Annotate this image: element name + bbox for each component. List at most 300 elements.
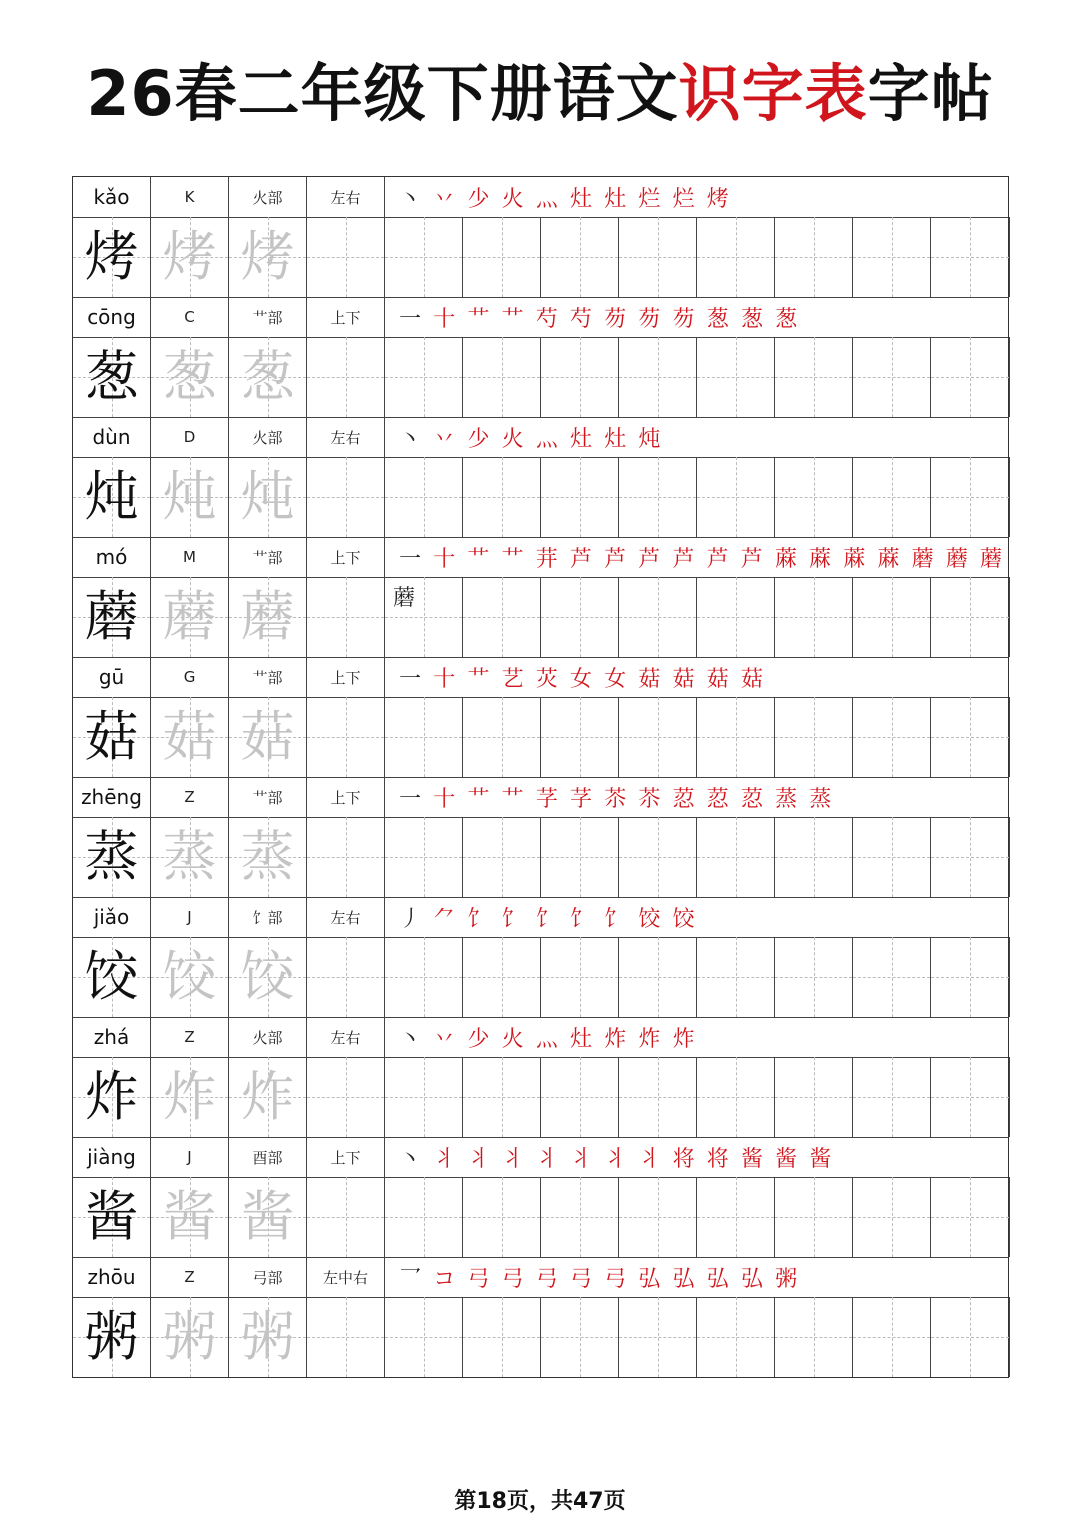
structure: 上下 [307, 1137, 385, 1177]
stroke-step: 菇 [672, 666, 695, 692]
stroke-step: 烂 [672, 186, 695, 212]
practice-cell[interactable] [697, 937, 775, 1017]
practice-cell[interactable] [697, 1297, 775, 1377]
practice-cell[interactable] [931, 457, 1010, 537]
model-char-cell [229, 1297, 307, 1377]
stroke-step: 炸 [672, 1026, 695, 1052]
model-char-cell [229, 337, 307, 417]
character-entry [73, 177, 1008, 297]
stroke-step: 菇 [740, 666, 763, 692]
practice-cell[interactable] [541, 1057, 619, 1137]
model-character: 粥 [84, 1305, 139, 1368]
stroke-order [385, 1137, 1008, 1177]
practice-cell[interactable] [931, 1297, 1010, 1377]
practice-cell[interactable] [541, 1297, 619, 1377]
stroke-step: 艹 [501, 786, 524, 812]
stroke-step: 灶 [570, 1026, 593, 1052]
practice-cell[interactable] [307, 697, 385, 777]
practice-cell[interactable] [307, 1297, 385, 1377]
title-highlight: 识字表 [678, 57, 868, 130]
pinyin: zhōu [73, 1257, 151, 1297]
trace-character: 酱 [162, 1185, 217, 1248]
stroke-order [385, 537, 1008, 577]
info-row [73, 1257, 1008, 1298]
model-char-cell [73, 1057, 151, 1137]
character-entry [73, 297, 1008, 417]
model-character: 葱 [84, 345, 139, 408]
practice-cell[interactable] [619, 1177, 697, 1257]
title-prefix: 26春二年级下册语文 [86, 57, 679, 130]
model-character: 烤 [84, 225, 139, 288]
pinyin: jiàng [73, 1137, 151, 1177]
writing-row [73, 1057, 1008, 1138]
character-entry [73, 417, 1008, 537]
practice-cell[interactable] [307, 337, 385, 417]
radical: 酉部 [229, 1137, 307, 1177]
initial-letter: Z [151, 777, 229, 817]
stroke-step: 灶 [604, 426, 627, 452]
practice-cell[interactable] [697, 697, 775, 777]
stroke-step: 丬 [604, 1146, 627, 1172]
stroke-step: 茾 [535, 546, 558, 572]
practice-cell[interactable] [931, 577, 1010, 657]
stroke-order [385, 657, 1008, 697]
practice-cell[interactable] [385, 337, 463, 417]
stroke-step: 芦 [638, 546, 661, 572]
writing-row [73, 577, 1008, 658]
trace-character: 炸 [240, 1065, 295, 1128]
stroke-order [385, 1257, 1008, 1297]
practice-cell[interactable] [541, 337, 619, 417]
practice-sheet [72, 176, 1009, 1378]
stroke-step: 灬 [535, 186, 558, 212]
stroke-step: 艺 [501, 666, 524, 692]
practice-cell[interactable] [463, 337, 541, 417]
stroke-step: コ [433, 1266, 456, 1292]
model-char-cell [229, 697, 307, 777]
model-char-cell [73, 1297, 151, 1377]
practice-cell[interactable] [619, 337, 697, 417]
character-entry [73, 897, 1008, 1017]
stroke-step: 芴 [672, 306, 695, 332]
pinyin: gū [73, 657, 151, 697]
stroke-step: 饣 [604, 906, 627, 932]
info-row [73, 897, 1008, 938]
writing-row [73, 817, 1008, 898]
practice-cell[interactable] [775, 817, 853, 897]
practice-cell[interactable] [697, 817, 775, 897]
stroke-step: 将 [706, 1146, 729, 1172]
model-char-cell [229, 1177, 307, 1257]
model-char-cell [151, 217, 229, 297]
stroke-step: 十 [433, 786, 456, 812]
stroke-step: 蒸 [775, 786, 798, 812]
character-entry [73, 1137, 1008, 1257]
practice-cell[interactable] [619, 937, 697, 1017]
stroke-step: 少 [467, 426, 490, 452]
structure: 左右 [307, 177, 385, 217]
model-char-cell [73, 337, 151, 417]
practice-cell[interactable] [385, 217, 463, 297]
stroke-step: 芍 [570, 306, 593, 332]
trace-character: 葱 [240, 345, 295, 408]
writing-row [73, 1177, 1008, 1258]
model-character: 菇 [84, 705, 139, 768]
stroke-step: 饺 [672, 906, 695, 932]
stroke-step: 芦 [740, 546, 763, 572]
stroke-step: 少 [467, 186, 490, 212]
character-entry [73, 1257, 1008, 1377]
trace-character: 炸 [162, 1065, 217, 1128]
character-entry [73, 1017, 1008, 1137]
model-char-cell [151, 937, 229, 1017]
stroke-step: 弓 [604, 1266, 627, 1292]
practice-cell[interactable] [541, 577, 619, 657]
model-character: 蘑 [84, 585, 139, 648]
stroke-step: 灬 [535, 426, 558, 452]
info-row [73, 537, 1008, 578]
structure: 上下 [307, 297, 385, 337]
model-character: 炸 [84, 1065, 139, 1128]
info-row [73, 297, 1008, 338]
practice-cell[interactable] [619, 217, 697, 297]
practice-cell[interactable] [307, 457, 385, 537]
page-number: 第18页，共47页 [454, 1489, 626, 1514]
radical: 饣部 [229, 897, 307, 937]
stroke-step: 丬 [638, 1146, 661, 1172]
character-entry [73, 537, 1008, 657]
stroke-step: 芓 [570, 786, 593, 812]
stroke-step: 弓 [467, 1266, 490, 1292]
stroke-step: 蘑 [945, 546, 968, 572]
info-row [73, 1137, 1008, 1178]
stroke-step: 丬 [570, 1146, 593, 1172]
model-char-cell [151, 1057, 229, 1137]
practice-cell[interactable] [853, 937, 931, 1017]
model-char-cell [151, 337, 229, 417]
stroke-step: 蒸 [809, 786, 832, 812]
radical: 弓部 [229, 1257, 307, 1297]
stroke-step: 烤 [706, 186, 729, 212]
title-suffix: 字帖 [867, 57, 994, 130]
practice-cell[interactable] [775, 217, 853, 297]
trace-character: 炖 [162, 465, 217, 528]
trace-character: 饺 [162, 945, 217, 1008]
info-row [73, 177, 1008, 218]
model-char-cell [229, 217, 307, 297]
stroke-order [385, 177, 1008, 217]
practice-cell[interactable] [385, 817, 463, 897]
pinyin: kǎo [73, 177, 151, 217]
practice-cell[interactable] [931, 337, 1010, 417]
stroke-step: 弓 [535, 1266, 558, 1292]
practice-cell[interactable] [541, 217, 619, 297]
stroke-order [385, 897, 1008, 937]
stroke-step: 丬 [467, 1146, 490, 1172]
stroke-step: 少 [467, 1026, 490, 1052]
pinyin: mó [73, 537, 151, 577]
model-char-cell [229, 577, 307, 657]
structure: 上下 [307, 777, 385, 817]
trace-character: 炖 [240, 465, 295, 528]
practice-cell[interactable] [307, 817, 385, 897]
practice-cell[interactable] [619, 577, 697, 657]
stroke-step: 酱 [775, 1146, 798, 1172]
initial-letter: K [151, 177, 229, 217]
practice-cell[interactable] [307, 577, 385, 657]
initial-letter: D [151, 417, 229, 457]
model-char-cell [73, 577, 151, 657]
stroke-step: 丷 [433, 426, 456, 452]
stroke-step: 艹 [467, 666, 490, 692]
stroke-step: 丶 [399, 1146, 422, 1172]
practice-cell[interactable] [775, 337, 853, 417]
stroke-step: 艹 [467, 306, 490, 332]
practice-cell[interactable] [853, 337, 931, 417]
trace-character: 葱 [162, 345, 217, 408]
stroke-step: 芦 [672, 546, 695, 572]
initial-letter: Z [151, 1257, 229, 1297]
stroke-step: 荵 [740, 786, 763, 812]
practice-cell[interactable] [619, 817, 697, 897]
practice-cell[interactable] [619, 1297, 697, 1377]
practice-cell[interactable] [931, 697, 1010, 777]
practice-cell[interactable] [541, 937, 619, 1017]
practice-cell[interactable] [385, 457, 463, 537]
practice-cell[interactable] [463, 1057, 541, 1137]
stroke-step: 蔴 [877, 546, 900, 572]
stroke-order [385, 297, 1008, 337]
trace-character: 酱 [240, 1185, 295, 1248]
practice-cell[interactable] [697, 337, 775, 417]
stroke-step: 弘 [706, 1266, 729, 1292]
stroke-step: 芓 [535, 786, 558, 812]
practice-cell[interactable] [775, 577, 853, 657]
stroke-step: 葱 [775, 306, 798, 332]
stroke-step: 将 [672, 1146, 695, 1172]
stroke-step: 十 [433, 666, 456, 692]
practice-cell[interactable] [931, 1177, 1010, 1257]
practice-cell[interactable] [619, 457, 697, 537]
pinyin: zhēng [73, 777, 151, 817]
radical: 艹部 [229, 777, 307, 817]
writing-row [73, 937, 1008, 1018]
structure: 左中右 [307, 1257, 385, 1297]
practice-cell[interactable] [463, 457, 541, 537]
model-character: 饺 [84, 945, 139, 1008]
practice-cell[interactable] [853, 817, 931, 897]
trace-character: 菇 [240, 705, 295, 768]
stroke-step: 丷 [433, 186, 456, 212]
practice-cell[interactable] [853, 1297, 931, 1377]
stroke-step: 饣 [570, 906, 593, 932]
practice-cell[interactable] [307, 1177, 385, 1257]
practice-cell[interactable] [385, 577, 463, 657]
practice-cell[interactable] [775, 457, 853, 537]
trace-character: 粥 [162, 1305, 217, 1368]
model-char-cell [151, 1177, 229, 1257]
stroke-step: 炖 [638, 426, 661, 452]
model-char-cell [73, 457, 151, 537]
radical: 艹部 [229, 657, 307, 697]
practice-cell[interactable] [853, 697, 931, 777]
stroke-step: 蔴 [774, 546, 797, 572]
practice-cell[interactable] [697, 457, 775, 537]
practice-cell[interactable] [931, 817, 1010, 897]
stroke-step: 饺 [638, 906, 661, 932]
stroke-step: 十 [433, 546, 456, 572]
practice-cell[interactable] [541, 697, 619, 777]
trace-character: 菇 [162, 705, 217, 768]
stroke-step: 芴 [638, 306, 661, 332]
stroke-step: 弓 [570, 1266, 593, 1292]
practice-cell[interactable] [697, 1057, 775, 1137]
practice-cell[interactable] [541, 457, 619, 537]
practice-cell[interactable] [619, 1057, 697, 1137]
trace-character: 烤 [240, 225, 295, 288]
stroke-step: 蔴 [843, 546, 866, 572]
stroke-step: 苶 [604, 786, 627, 812]
practice-cell[interactable] [697, 217, 775, 297]
stroke-step-overflow: 蘑 [393, 586, 416, 611]
trace-character: 蒸 [162, 825, 217, 888]
model-char-cell [151, 817, 229, 897]
trace-character: 蘑 [240, 585, 295, 648]
practice-cell[interactable] [385, 937, 463, 1017]
practice-cell[interactable] [385, 1177, 463, 1257]
stroke-step: 乛 [399, 1266, 422, 1292]
stroke-step: 一 [399, 306, 422, 332]
practice-cell[interactable] [385, 697, 463, 777]
stroke-step: 弘 [672, 1266, 695, 1292]
practice-cell[interactable] [463, 937, 541, 1017]
stroke-step: 丬 [535, 1146, 558, 1172]
model-char-cell [73, 937, 151, 1017]
practice-cell[interactable] [775, 1177, 853, 1257]
practice-cell[interactable] [463, 1297, 541, 1377]
model-char-cell [73, 697, 151, 777]
stroke-step: 弓 [501, 1266, 524, 1292]
stroke-step: 酱 [809, 1146, 832, 1172]
initial-letter: Z [151, 1017, 229, 1057]
practice-cell[interactable] [463, 1177, 541, 1257]
stroke-step: 烂 [638, 186, 661, 212]
pinyin: dùn [73, 417, 151, 457]
stroke-step: 炸 [638, 1026, 661, 1052]
character-entry [73, 777, 1008, 897]
structure: 左右 [307, 417, 385, 457]
stroke-step: ⺈ [433, 906, 456, 932]
stroke-step: 艹 [467, 786, 490, 812]
stroke-step: 芦 [706, 546, 729, 572]
stroke-step: 菇 [638, 666, 661, 692]
structure: 上下 [307, 657, 385, 697]
model-char-cell [229, 1057, 307, 1137]
stroke-step: 丶 [399, 426, 422, 452]
practice-cell[interactable] [853, 577, 931, 657]
writing-row [73, 457, 1008, 538]
stroke-step: 炸 [604, 1026, 627, 1052]
practice-cell[interactable] [775, 697, 853, 777]
practice-cell[interactable] [463, 217, 541, 297]
radical: 艹部 [229, 297, 307, 337]
model-character: 蒸 [84, 825, 139, 888]
radical: 艹部 [229, 537, 307, 577]
practice-cell[interactable] [853, 1057, 931, 1137]
practice-cell[interactable] [853, 217, 931, 297]
practice-cell[interactable] [463, 697, 541, 777]
practice-cell[interactable] [385, 1297, 463, 1377]
stroke-step: 苂 [535, 666, 558, 692]
stroke-step: 荵 [672, 786, 695, 812]
practice-cell[interactable] [775, 1057, 853, 1137]
practice-cell[interactable] [307, 217, 385, 297]
trace-character: 蘑 [162, 585, 217, 648]
model-char-cell [229, 937, 307, 1017]
practice-cell[interactable] [541, 1177, 619, 1257]
practice-cell[interactable] [853, 457, 931, 537]
practice-cell[interactable] [775, 937, 853, 1017]
model-character: 炖 [84, 465, 139, 528]
stroke-step: 丬 [433, 1146, 456, 1172]
practice-cell[interactable] [775, 1297, 853, 1377]
stroke-step: 酱 [740, 1146, 763, 1172]
practice-cell[interactable] [385, 1057, 463, 1137]
practice-cell[interactable] [463, 577, 541, 657]
radical: 火部 [229, 417, 307, 457]
writing-row [73, 697, 1008, 778]
model-char-cell [151, 577, 229, 657]
practice-cell[interactable] [931, 937, 1010, 1017]
model-char-cell [229, 457, 307, 537]
practice-cell[interactable] [697, 1177, 775, 1257]
practice-cell[interactable] [931, 217, 1010, 297]
stroke-step: 弘 [740, 1266, 763, 1292]
pinyin: zhá [73, 1017, 151, 1057]
practice-cell[interactable] [463, 817, 541, 897]
model-char-cell [151, 457, 229, 537]
stroke-step: 火 [501, 1026, 524, 1052]
practice-cell[interactable] [931, 1057, 1010, 1137]
stroke-step: 女 [604, 666, 627, 692]
practice-cell[interactable] [697, 577, 775, 657]
stroke-step: 弘 [638, 1266, 661, 1292]
stroke-step: 艹 [501, 306, 524, 332]
stroke-step: 火 [501, 186, 524, 212]
stroke-step: 菇 [706, 666, 729, 692]
model-char-cell [73, 1177, 151, 1257]
practice-cell[interactable] [307, 937, 385, 1017]
stroke-step: 蘑 [911, 546, 934, 572]
stroke-step: 荵 [706, 786, 729, 812]
stroke-step: 芴 [604, 306, 627, 332]
practice-cell[interactable] [853, 1177, 931, 1257]
practice-cell[interactable] [619, 697, 697, 777]
trace-character: 饺 [240, 945, 295, 1008]
info-row [73, 657, 1008, 698]
stroke-step: 粥 [775, 1266, 798, 1292]
practice-cell[interactable] [307, 1057, 385, 1137]
writing-row [73, 337, 1008, 418]
writing-row [73, 1297, 1008, 1377]
trace-character: 蒸 [240, 825, 295, 888]
structure: 左右 [307, 1017, 385, 1057]
initial-letter: G [151, 657, 229, 697]
practice-cell[interactable] [541, 817, 619, 897]
stroke-step: 灶 [570, 426, 593, 452]
stroke-step: 饣 [467, 906, 490, 932]
stroke-step: 葱 [740, 306, 763, 332]
